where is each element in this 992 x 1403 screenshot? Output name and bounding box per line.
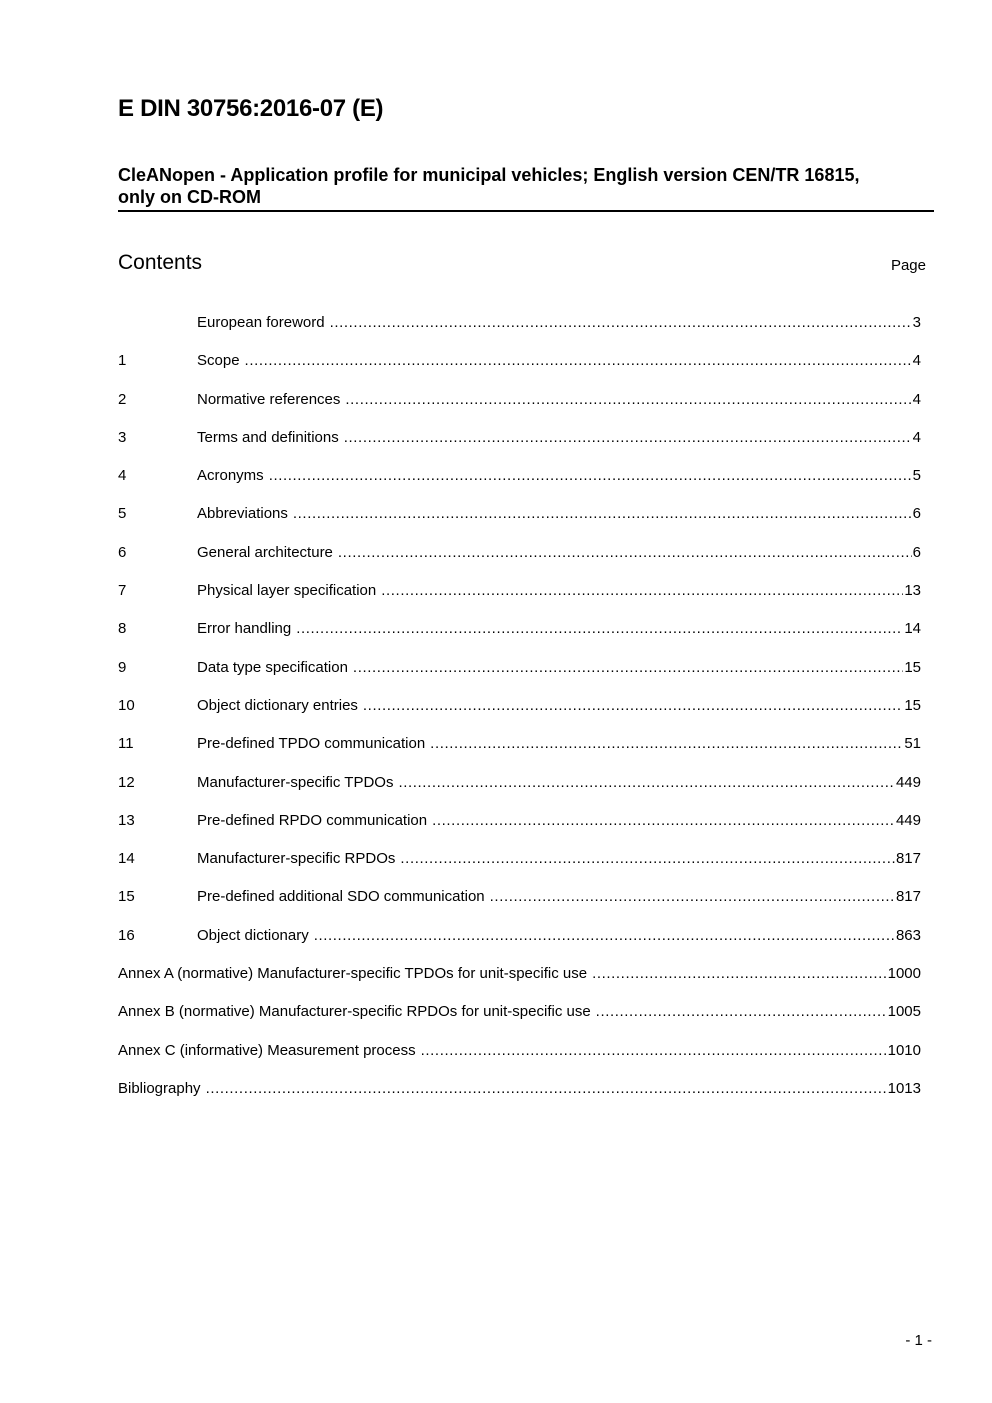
toc-entry-title: Annex C (informative) Measurement process: [118, 1041, 416, 1059]
toc-entry-number: 16: [118, 926, 135, 944]
toc-dot-leader: [592, 965, 887, 982]
toc-entry-number: 12: [118, 773, 135, 791]
toc-entry: [118, 927, 921, 965]
toc-entry-page: 6: [912, 505, 921, 523]
title-divider: [118, 210, 934, 212]
toc-entry-page: 1000: [887, 965, 921, 983]
toc-entry-title: General architecture: [197, 543, 333, 561]
toc-dot-leader: [330, 314, 912, 331]
toc-entry-page: 1005: [887, 1003, 921, 1021]
toc-entry: [118, 314, 921, 352]
toc-entry-number: 9: [118, 658, 127, 676]
toc-dot-leader: [293, 505, 912, 522]
toc-entry: [118, 888, 921, 926]
toc-entry-title: Bibliography: [118, 1079, 201, 1097]
toc-entry-page: 5: [912, 467, 921, 485]
toc-entry: [118, 659, 921, 697]
toc-dot-leader: [490, 888, 895, 905]
toc-entry: [118, 429, 921, 467]
toc-entry: [118, 812, 921, 850]
toc-entry-title: Scope: [197, 352, 240, 370]
toc-entry-number: 1: [118, 352, 127, 370]
toc-dot-leader: [381, 582, 903, 599]
document-title: CleANopen - Application profile for municipal vehicles; English version CEN/TR 16815, only on CD-ROM: [118, 165, 860, 207]
toc-entry-title: Terms and definitions: [197, 428, 339, 446]
toc-entry-page: 4: [912, 352, 921, 370]
toc-entry-page: 817: [895, 850, 921, 868]
toc-entry: [118, 582, 921, 620]
toc-entry-page: 15: [904, 696, 921, 714]
toc-entry-number: 6: [118, 543, 127, 561]
toc-entry-number: 13: [118, 811, 135, 829]
toc-entry-page: 51: [904, 735, 921, 753]
toc-entry-page: 449: [895, 773, 921, 791]
toc-entry-page: 449: [895, 811, 921, 829]
toc-entry-page: 817: [895, 888, 921, 906]
toc-entry-page: 863: [895, 926, 921, 944]
toc-entry-title: Abbreviations: [197, 505, 288, 523]
toc-entry-number: 11: [118, 735, 134, 753]
toc-entry: [118, 352, 921, 390]
toc-entry-title: Annex B (normative) Manufacturer-specific RPDOs for unit-specific use: [118, 1003, 591, 1021]
toc-dot-leader: [269, 467, 912, 484]
toc-entry-title: Manufacturer-specific RPDOs: [197, 850, 396, 868]
toc-entry-title: European foreword: [197, 314, 325, 331]
toc-entry-page: 1013: [887, 1079, 921, 1097]
toc-entry-title: Data type specification: [197, 658, 348, 676]
toc-entry-title: Error handling: [197, 620, 292, 638]
toc-entry-page: 4: [912, 390, 921, 408]
toc-entry-title: Manufacturer-specific TPDOs: [197, 773, 394, 791]
toc-dot-leader: [314, 927, 895, 944]
toc-entry: [118, 620, 921, 658]
toc-entry-title: Acronyms: [197, 467, 264, 485]
page-column-label: Page: [890, 257, 926, 274]
toc-entry: [118, 850, 921, 888]
toc-dot-leader: [245, 352, 912, 369]
toc-entry-number: 8: [118, 620, 127, 638]
contents-heading: Contents: [118, 251, 203, 274]
toc-entry: [118, 1042, 921, 1080]
toc-entry: [118, 965, 921, 1003]
toc-entry-page: 6: [912, 543, 921, 561]
toc-dot-leader: [345, 391, 911, 408]
toc-dot-leader: [400, 850, 895, 867]
toc-dot-leader: [398, 774, 895, 791]
document-id: E DIN 30756:2016-07 (E): [118, 95, 384, 122]
toc-entry: [118, 1080, 921, 1118]
toc-entry-page: 15: [904, 658, 921, 676]
toc-entry: [118, 467, 921, 505]
toc-entry: [118, 391, 921, 429]
toc-dot-leader: [432, 812, 895, 829]
toc-dot-leader: [338, 544, 912, 561]
toc-entry: [118, 697, 921, 735]
toc-entry: [118, 774, 921, 812]
toc-entry-title: Pre-defined additional SDO communication: [197, 888, 485, 906]
toc-dot-leader: [421, 1042, 887, 1059]
toc-entry-page: 13: [904, 582, 921, 600]
toc-entry-title: Pre-defined RPDO communication: [197, 811, 428, 829]
toc-entry-page: 14: [904, 620, 921, 638]
toc-dot-leader: [596, 1003, 887, 1020]
toc-entry-number: 3: [118, 428, 127, 446]
toc-entry-number: 7: [118, 582, 127, 600]
toc-entry-title: Object dictionary entries: [197, 696, 358, 714]
toc-dot-leader: [430, 735, 903, 752]
toc-entry-page: 4: [912, 428, 921, 446]
toc-entry-title: Annex A (normative) Manufacturer-specific TPDOs for unit-specific use: [118, 965, 588, 983]
toc-entry: [118, 505, 921, 543]
toc-entry-title: Pre-defined TPDO communication: [197, 735, 426, 753]
table-of-contents: [118, 314, 921, 1118]
toc-entry: [118, 735, 921, 773]
toc-entry-number: 15: [118, 888, 135, 906]
toc-dot-leader: [296, 620, 903, 637]
toc-dot-leader: [206, 1080, 887, 1097]
toc-entry-page: 1010: [887, 1041, 921, 1059]
toc-entry-page: 3: [912, 314, 921, 331]
toc-dot-leader: [363, 697, 903, 714]
toc-entry-title: Physical layer specification: [197, 582, 377, 600]
toc-entry-number: 5: [118, 505, 127, 523]
toc-entry: [118, 1003, 921, 1041]
toc-entry-number: 10: [118, 696, 135, 714]
toc-entry-title: Object dictionary: [197, 926, 309, 944]
toc-entry-number: 2: [118, 390, 127, 408]
footer-page-number: - 1 -: [905, 1332, 932, 1349]
toc-dot-leader: [344, 429, 912, 446]
toc-entry-number: 4: [118, 467, 127, 485]
toc-entry-title: Normative references: [197, 390, 341, 408]
toc-entry: [118, 544, 921, 582]
toc-dot-leader: [353, 659, 903, 676]
toc-entry-number: 14: [118, 850, 135, 868]
